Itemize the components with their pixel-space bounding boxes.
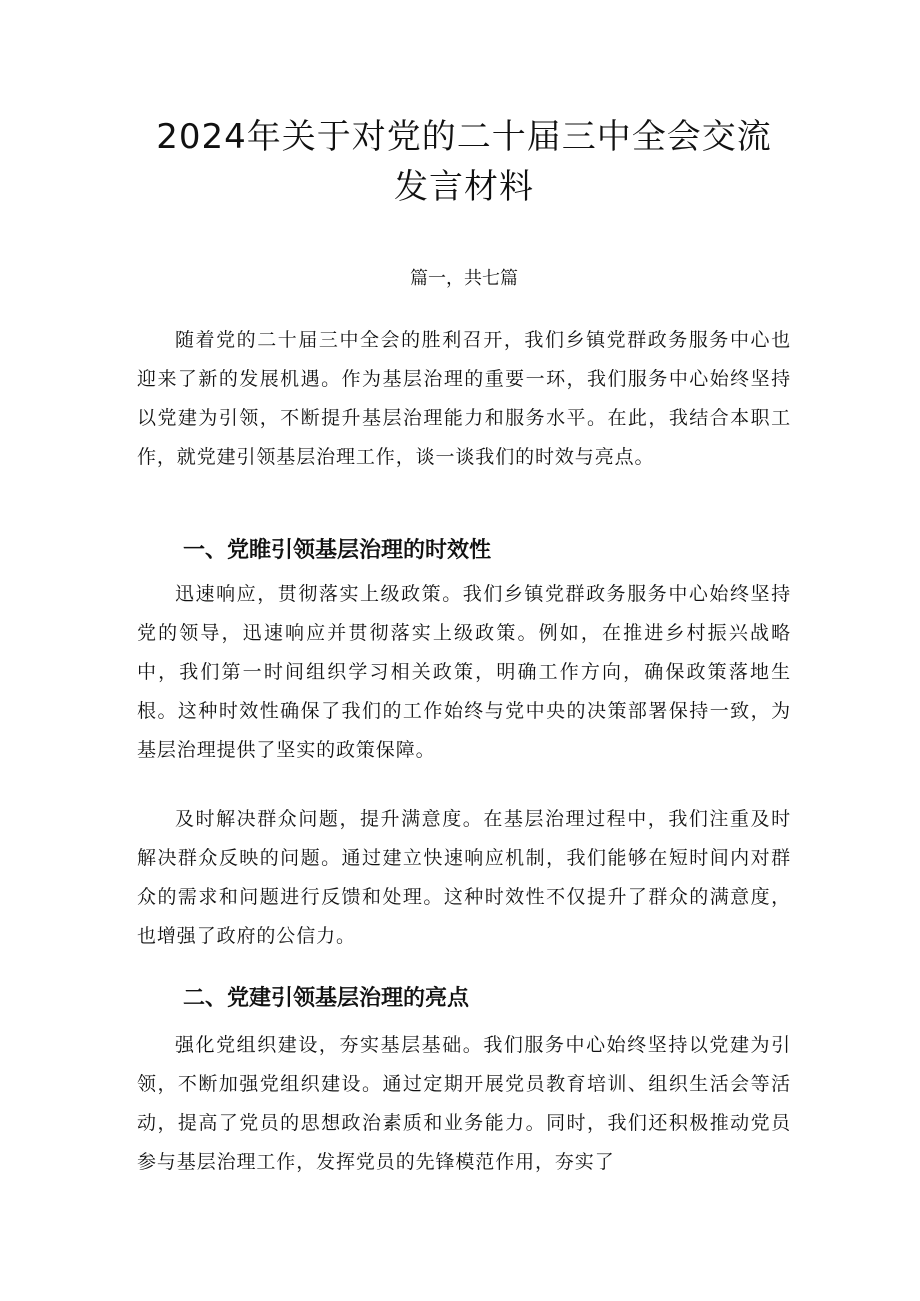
- section-1-heading: 一、党睢引领基层治理的时效性: [183, 538, 492, 563]
- section-1-paragraph-2: 及时解决群众问题，提升满意度。在基层治理过程中，我们注重及时解决群众反映的问题。通过建立快速响应机制，我们能够在短时间内对群众的需求和问题进行反馈和处理。这种时效性不仅提升了群众的满意度，也增强了政府的公信力。: [137, 808, 791, 947]
- section-1-paragraph-1: 迅速响应，贯彻落实上级政策。我们乡镇党群政务服务中心始终坚持党的领导，迅速响应并贯彻落实上级政策。例如，在推进乡村振兴战略中，我们第一时间组织学习相关政策，明确工作方向，确保政策落地生根。这种时效性确保了我们的工作始终与党中央的决策部署保持一致，为基层治理提供了坚实的政策保障。: [137, 583, 791, 761]
- section-2-heading: 二、党建引领基层治理的亮点: [183, 986, 470, 1011]
- intro-paragraph: 随着党的二十届三中全会的胜利召开，我们乡镇党群政务服务中心也迎来了新的发展机遇。作为基层治理的重要一环，我们服务中心始终坚持以党建为引领，不断提升基层治理能力和服务水平。在此，我结合本职工作，就党建引领基层治理工作，谈一谈我们的时效与亮点。: [137, 329, 791, 468]
- document-title: 2024年关于对党的二十届三中全会交流发言材料: [156, 117, 772, 207]
- section-2-paragraph-1: 强化党组织建设，夯实基层基础。我们服务中心始终坚持以党建为引领，不断加强党组织建设。通过定期开展党员教育培训、组织生活会等活动，提高了党员的思想政治素质和业务能力。同时，我们还积极推动党员参与基层治理工作，发挥党员的先锋模范作用，夯实了: [137, 1034, 791, 1173]
- document-subtitle: 篇一，共七篇: [410, 268, 518, 289]
